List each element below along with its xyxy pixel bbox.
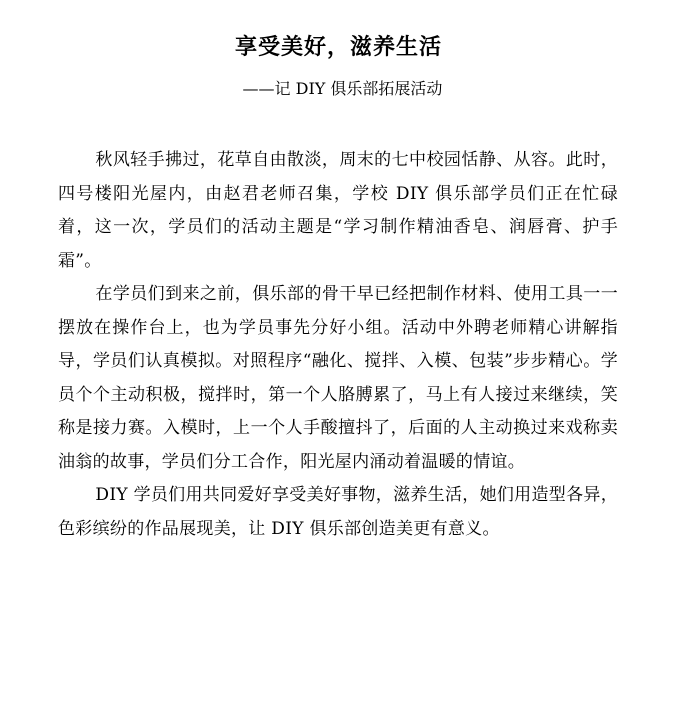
article-body: [58, 144, 618, 546]
paragraph-2: 在学员们到来之前，俱乐部的骨干早已经把制作材料、使用工具一一摆放在操作台上，也为学员事先分好小组。活动中外聘老师精心讲解指导，学员们认真模拟。对照程序“融化、搅拌、入模、包装”步步精心。学员个个主动积极，搅拌时，第一个人胳膊累了，马上有人接过来继续，笑称是接力赛。入模时，上一个人手酸擅抖了，后面的人主动换过来戏称卖油翁的故事，学员们分工合作，阳光屋内涌动着温暖的情谊。: [58, 284, 618, 472]
paragraph-1: 秋风轻手拂过，花草自由散淡，周末的七中校园恬静、从容。此时，四号楼阳光屋内，由赵君老师召集，学校 DIY 俱乐部学员们正在忙碌着，这一次，学员们的活动主题是“学习制作精油香皂、润唇膏、护手霜”。: [58, 150, 618, 271]
article-subtitle: ——记 DIY 俱乐部拓展活动: [242, 79, 443, 98]
article-title: 享受美好，滋养生活: [234, 34, 442, 60]
paragraph-3: DIY 学员们用共同爱好享受美好事物，滋养生活，她们用造型各异，色彩缤纷的作品展现美，让 DIY 俱乐部创造美更有意义。: [58, 485, 618, 539]
